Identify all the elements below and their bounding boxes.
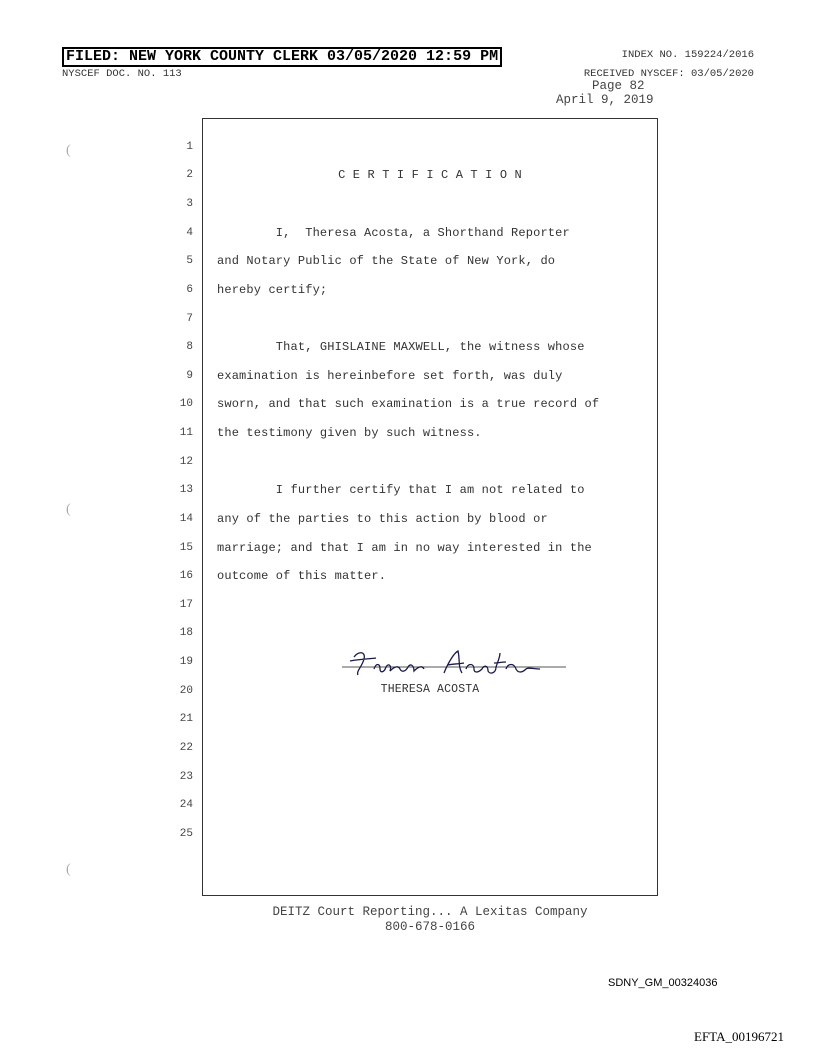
line-number: 13 [179,484,193,496]
transcript-line: any of the parties to this action by blood or [217,512,548,526]
line-number: 8 [186,341,193,353]
line-number: 9 [186,370,193,382]
line-number: 23 [179,771,193,783]
transcript-line: examination is hereinbefore set forth, was duly [217,369,563,383]
filed-stamp: FILED: NEW YORK COUNTY CLERK 03/05/2020 12:59 PM [62,47,502,67]
transcript-line: and Notary Public of the State of New York, do [217,254,556,268]
footer-company: DEITZ Court Reporting... A Lexitas Company [272,905,588,919]
line-number: 3 [186,198,193,210]
received-date: RECEIVED NYSCEF: 03/05/2020 [583,68,754,80]
line-number: 19 [179,656,193,668]
line-number: 16 [179,570,193,582]
line-number: 20 [179,685,193,697]
bates-number: SDNY_GM_00324036 [608,977,718,989]
line-number: 14 [179,513,193,525]
transcript-date: April 9, 2019 [556,93,654,107]
index-number: INDEX NO. 159224/2016 [621,49,754,61]
certification-title: C E R T I F I C A T I O N [338,168,522,182]
line-number: 4 [186,227,193,239]
line-number: 5 [186,255,193,267]
handwritten-signature [340,645,570,685]
transcript-line: the testimony given by such witness. [217,426,482,440]
transcript-line: I, Theresa Acosta, a Shorthand Reporter [217,226,570,240]
transcript-line: marriage; and that I am in no way interested in the [217,541,592,555]
signer-name: THERESA ACOSTA [380,683,480,696]
margin-mark: ( [66,862,71,877]
line-number: 25 [179,828,193,840]
margin-mark: ( [66,143,71,158]
doc-number: NYSCEF DOC. NO. 113 [62,68,182,80]
line-number: 2 [186,169,193,181]
transcript-line: hereby certify; [217,283,328,297]
line-number: 15 [179,542,193,554]
line-number: 6 [186,284,193,296]
line-number: 11 [179,427,193,439]
line-number: 12 [179,456,193,468]
margin-mark: ( [66,502,71,517]
transcript-line: I further certify that I am not related to [217,483,585,497]
line-number: 21 [179,713,193,725]
line-number: 10 [179,398,193,410]
transcript-line: That, GHISLAINE MAXWELL, the witness whose [217,340,585,354]
line-number: 17 [179,599,193,611]
line-number: 1 [186,141,193,153]
line-number: 22 [179,742,193,754]
page-number: Page 82 [592,79,645,93]
line-number: 24 [179,799,193,811]
transcript-line: sworn, and that such examination is a true record of [217,397,600,411]
line-number: 18 [179,627,193,639]
footer-phone: 800-678-0166 [384,920,475,934]
efta-number: EFTA_00196721 [694,1029,784,1044]
transcript-line: outcome of this matter. [217,569,387,583]
line-number: 7 [186,313,193,325]
